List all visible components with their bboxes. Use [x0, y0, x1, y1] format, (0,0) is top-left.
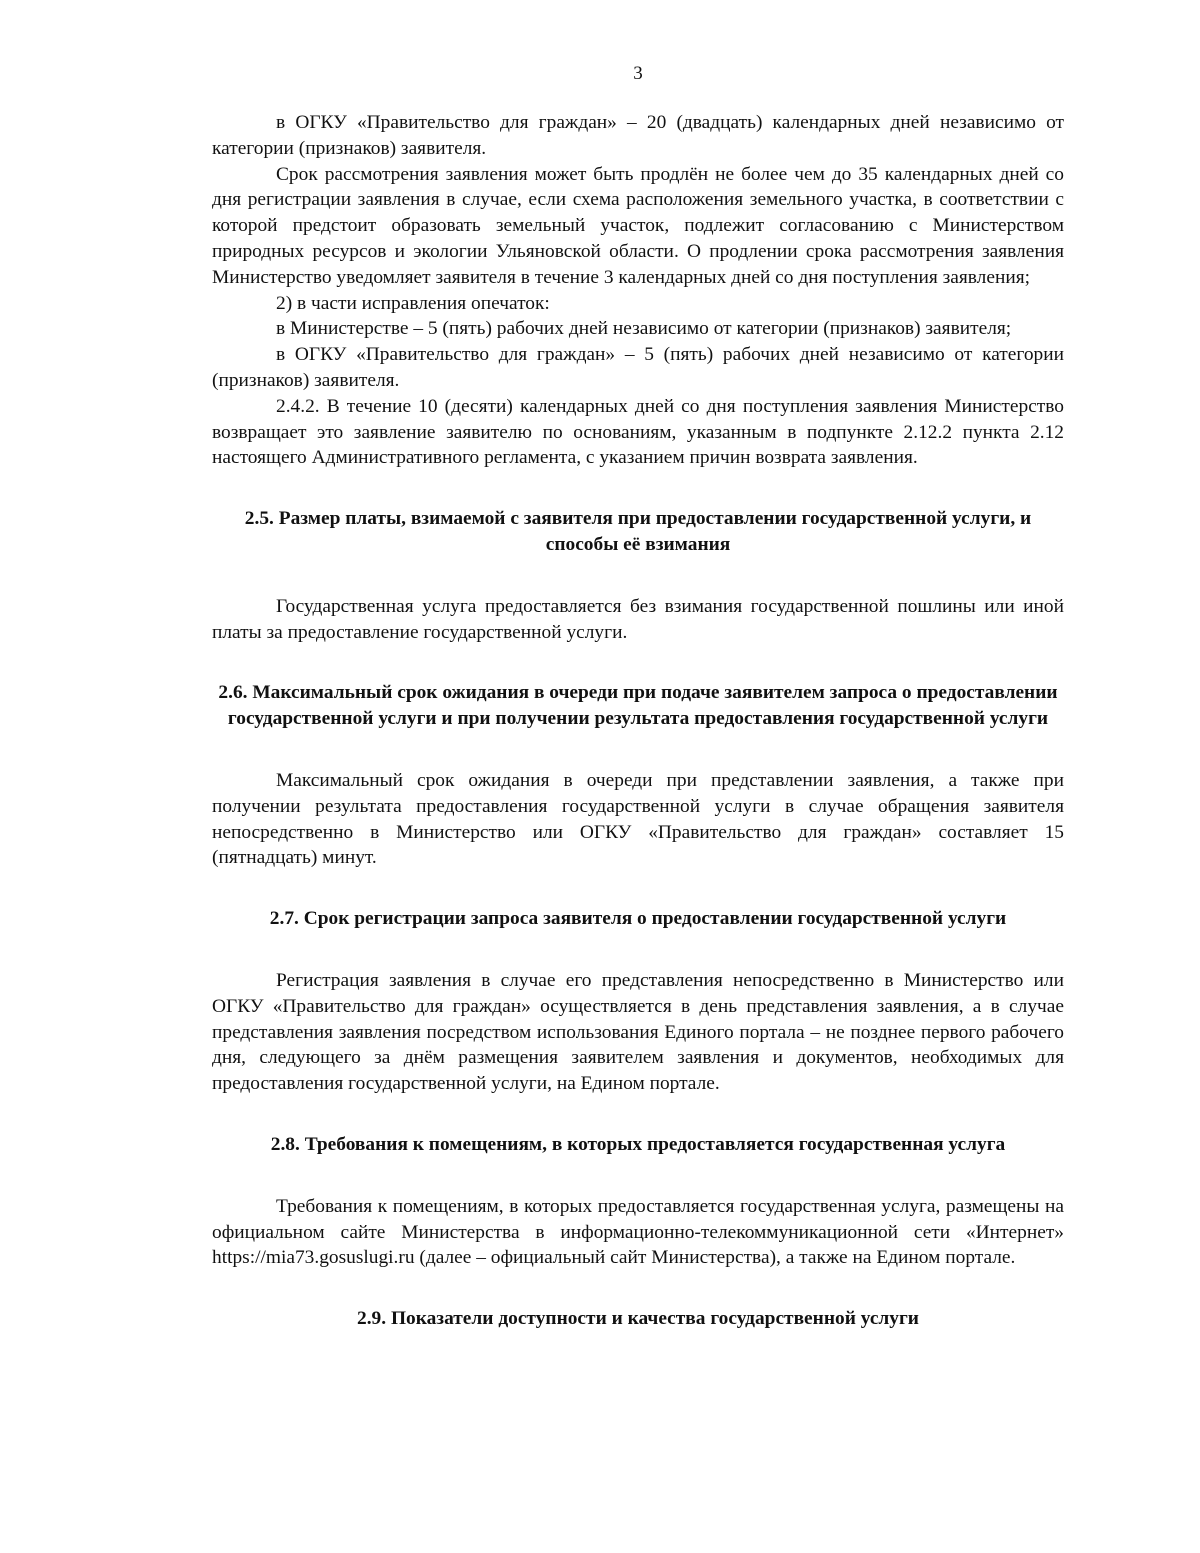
paragraph-fee: Государственная услуга предоставляется без взимания государственной пошлины или иной платы за предоставление государственной услуги.: [212, 595, 1064, 643]
paragraph-2-4-2: 2.4.2. В течение 10 (десяти) календарных дней со дня поступления заявления Министерство возвращает это заявление заявителю по основаниям, указанным в подпункте 2.12.2 пункта 2.12 настоящего Административного регламента, с указанием причин возврата заявления.: [212, 395, 1064, 469]
heading-2-9: 2.9. Показатели доступности и качества государственной услуги: [357, 1308, 919, 1330]
heading-2-6: 2.6. Максимальный срок ожидания в очереди при подаче заявителем запроса о предоставлении государственной услуги и при получении результата предоставления государственной услуги: [218, 682, 1058, 730]
paragraph-typo-correction: 2) в части исправления опечаток:: [276, 292, 550, 314]
paragraph-queue-time: Максимальный срок ожидания в очереди при представлении заявления, а также при получении результата предоставления государственной услуги в случае обращения заявителя непосредственно в Министерство или ОГКУ «Правительство для граждан» составляет 15 (пятнадцать) минут.: [212, 769, 1064, 869]
paragraph-ogku-typo-deadline: в ОГКУ «Правительство для граждан» – 5 (пять) рабочих дней независимо от категории (признаков) заявителя.: [212, 344, 1064, 391]
paragraph-ministry-typo-deadline: в Министерстве – 5 (пять) рабочих дней независимо от категории (признаков) заявителя;: [276, 318, 1012, 340]
paragraph-premises: Требования к помещениям, в которых предоставляется государственная услуга, размещены на официальном сайте Министерства в информационно-телекоммуникационной сети «Интернет» https://mia73.gosuslugi.ru (далее – официальный сайт Министерства), а также на Едином портале.: [212, 1195, 1064, 1269]
paragraph-ogku-deadline: в ОГКУ «Правительство для граждан» – 20 (двадцать) календарных дней независимо от категории (признаков) заявителя.: [212, 112, 1064, 159]
document-page: [212, 62, 1064, 1332]
paragraph-extension: Срок рассмотрения заявления может быть продлён не более чем до 35 календарных дней со дня регистрации заявления в случае, если схема расположения земельного участка, в соответствии с которой предстоит образовать земельный участок, подлежит согласованию с Министерством природных ресурсов и экологии Ульяновской области. О продлении срока рассмотрения заявления Министерство уведомляет заявителя в течение 3 календарных дней со дня поступления заявления;: [212, 163, 1064, 288]
heading-2-8: 2.8. Требования к помещениям, в которых предоставляется государственная услуга: [270, 1133, 1006, 1155]
paragraph-registration: Регистрация заявления в случае его представления непосредственно в Министерство или ОГКУ «Правительство для граждан» осуществляется в день представления заявления, а в случае представления заявления посредством использования Единого портала – не позднее первого рабочего дня, следующего за днём размещения заявителем заявления и документов, необходимых для предоставления государственной услуги, на Едином портале.: [212, 969, 1064, 1095]
heading-2-7: 2.7. Срок регистрации запроса заявителя о предоставлении государственной услуги: [269, 908, 1007, 930]
heading-2-5: 2.5. Размер платы, взимаемой с заявителя при предоставлении государственной услуги, и способы её взимания: [244, 508, 1032, 555]
page-number: 3: [633, 63, 643, 84]
